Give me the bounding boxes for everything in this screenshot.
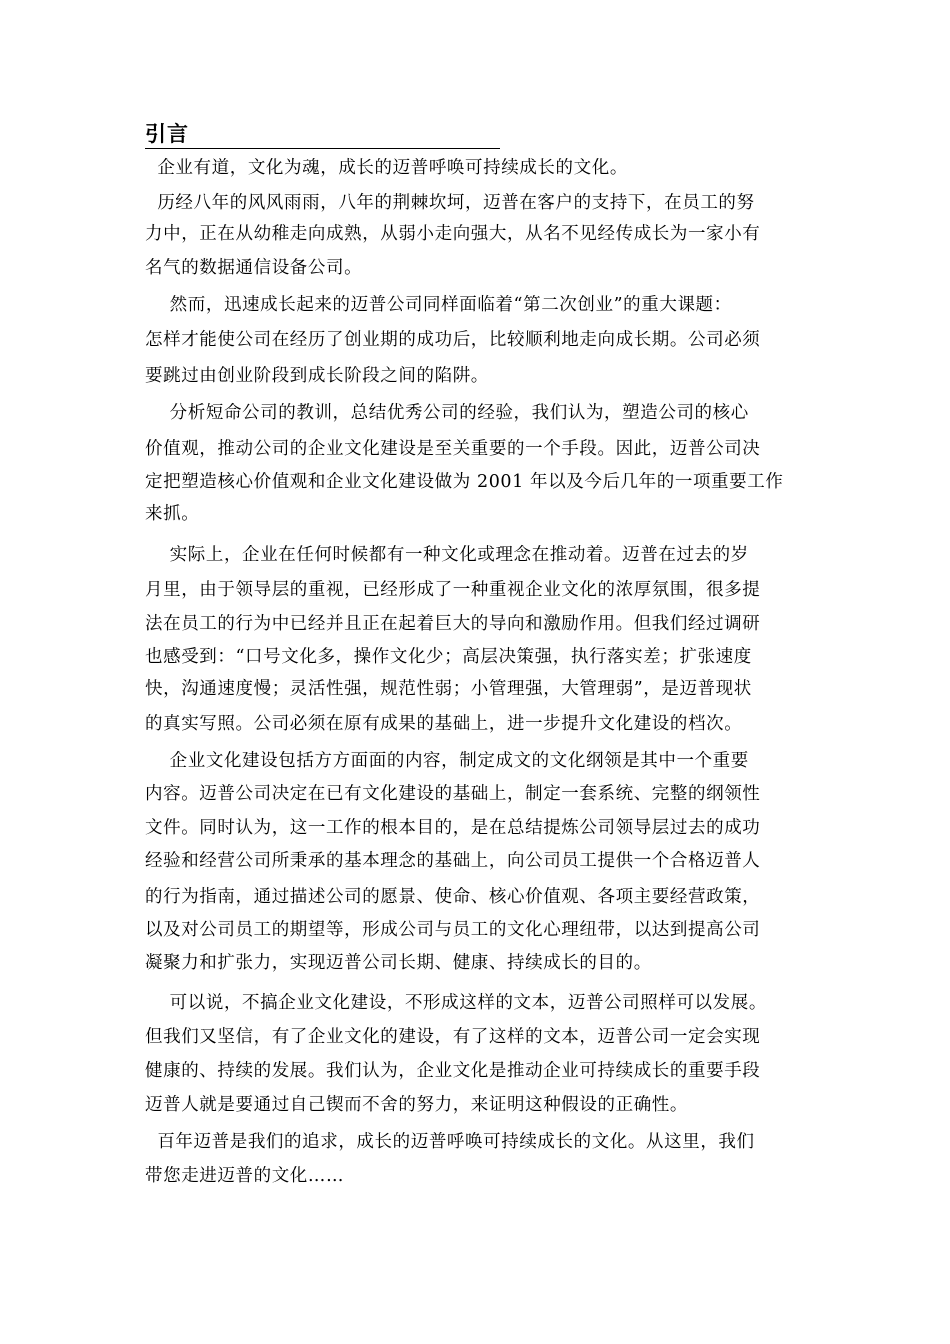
paragraph-line: 文件。同时认为，这一工作的根本目的，是在总结提炼公司领导层过去的成功 bbox=[145, 818, 761, 838]
paragraph-line: 经验和经营公司所秉承的基本理念的基础上，向公司员工提供一个合格迈普人 bbox=[145, 851, 761, 871]
paragraph-line: 快，沟通速度慢；灵活性强，规范性弱；小管理强，大管理弱”，是迈普现状 bbox=[145, 679, 752, 699]
paragraph-line: 历经八年的风风雨雨，八年的荆棘坎坷，迈普在客户的支持下，在员工的努 bbox=[145, 193, 755, 213]
paragraph-line: 分析短命公司的教训，总结优秀公司的经验，我们认为，塑造公司的核心 bbox=[145, 403, 749, 423]
paragraph-line: 的真实写照。公司必须在原有成果的基础上，进一步提升文化建设的档次。 bbox=[145, 714, 743, 734]
paragraph-line: 价值观，推动公司的企业文化建设是至关重要的一个手段。因此，迈普公司决 bbox=[145, 439, 761, 459]
paragraph-line: 健康的、持续的发展。我们认为，企业文化是推动企业可持续成长的重要手段 bbox=[145, 1061, 761, 1081]
paragraph-line: 凝聚力和扩张力，实现迈普公司长期、健康、持续成长的目的。 bbox=[145, 953, 652, 973]
paragraph-line: 百年迈普是我们的追求，成长的迈普呼唤可持续成长的文化。从这里，我们 bbox=[145, 1132, 755, 1152]
paragraph-line: 要跳过由创业阶段到成长阶段之间的陷阱。 bbox=[145, 366, 489, 386]
paragraph-line: 但我们又坚信，有了企业文化的建设，有了这样的文本，迈普公司一定会实现 bbox=[145, 1027, 761, 1047]
paragraph-line: 定把塑造核心价值观和企业文化建设做为 2001 年以及今后几年的一项重要工作 bbox=[145, 472, 784, 492]
heading-underline bbox=[145, 118, 500, 149]
paragraph-line: 月里，由于领导层的重视，已经形成了一种重视企业文化的浓厚氛围，很多提 bbox=[145, 580, 761, 600]
paragraph-line: 的行为指南，通过描述公司的愿景、使命、核心价值观、各项主要经营政策， bbox=[145, 887, 761, 907]
section-heading: 引言 bbox=[145, 122, 189, 146]
paragraph-line: 名气的数据通信设备公司。 bbox=[145, 258, 363, 278]
paragraph-line: 企业文化建设包括方方面面的内容，制定成文的文化纲领是其中一个重要 bbox=[145, 751, 749, 771]
paragraph-line: 迈普人就是要通过自己锲而不舍的努力，来证明这种假设的正确性。 bbox=[145, 1095, 688, 1115]
paragraph-line: 实际上，企业在任何时候都有一种文化或理念在推动着。迈普在过去的岁 bbox=[145, 545, 749, 565]
paragraph-line: 企业有道，文化为魂，成长的迈普呼唤可持续成长的文化。 bbox=[145, 158, 628, 178]
paragraph-line: 法在员工的行为中已经并且正在起着巨大的导向和激励作用。但我们经过调研 bbox=[145, 614, 761, 634]
paragraph-line: 力中，正在从幼稚走向成熟，从弱小走向强大，从名不见经传成长为一家小有 bbox=[145, 224, 761, 244]
paragraph-line: 怎样才能使公司在经历了创业期的成功后，比较顺利地走向成长期。公司必须 bbox=[145, 330, 761, 350]
paragraph-line: 内容。迈普公司决定在已有文化建设的基础上，制定一套系统、完整的纲领性 bbox=[145, 784, 761, 804]
paragraph-line: 然而，迅速成长起来的迈普公司同样面临着“第二次创业”的重大课题： bbox=[145, 295, 732, 315]
paragraph-line: 来抓。 bbox=[145, 504, 200, 524]
paragraph-line: 可以说，不搞企业文化建设，不形成这样的文本，迈普公司照样可以发展。 bbox=[145, 993, 767, 1013]
paragraph-line: 带您走进迈普的文化…… bbox=[145, 1166, 345, 1186]
paragraph-line: 以及对公司员工的期望等，形成公司与员工的文化心理纽带，以达到提高公司 bbox=[145, 920, 761, 940]
paragraph-line: 也感受到：“口号文化多，操作文化少；高层决策强，执行落实差；扩张速度 bbox=[145, 647, 752, 667]
